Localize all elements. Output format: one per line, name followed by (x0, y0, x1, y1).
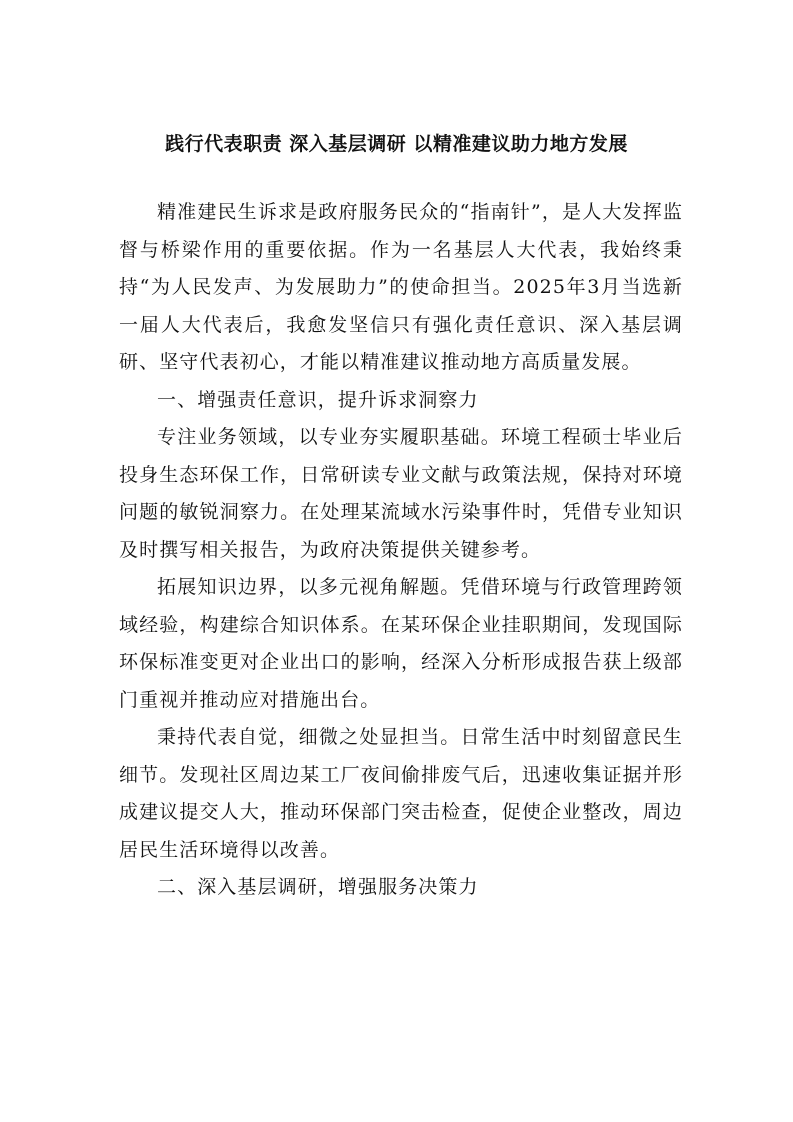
section-heading-1: 一、增强责任意识，提升诉求洞察力 (157, 388, 479, 411)
intro-paragraph: 精准建民生诉求是政府服务民众的“指南针”，是人大发挥监督与桥梁作用的重要依据。作为一名基层人大代表，我始终秉持“为人民发声、为发展助力”的使命担当。2025年3月当选新一届人大代表后，我愈发坚信只有强化责任意识、深入基层调研、坚守代表初心，才能以精准建议推动地方高质量发展。 (119, 201, 683, 373)
section-heading-2: 二、深入基层调研，增强服务决策力 (157, 876, 479, 898)
paragraph-knowledge-expansion: 拓展知识边界，以多元视角解题。凭借环境与行政管理跨领域经验，构建综合知识体系。在某环保企业挂职期间，发现国际环保标准变更对企业出口的影响，经深入分析形成报告获上级部门重视并推动应对措施出台。 (119, 576, 683, 711)
document-title: 践行代表职责 深入基层调研 以精准建议助力地方发展 (165, 133, 628, 155)
document-body (119, 194, 683, 907)
paragraph-representative-awareness: 秉持代表自觉，细微之处显担当。日常生活中时刻留意民生细节。发现社区周边某工厂夜间偷排废气后，迅速收集证据并形成建议提交人大，推动环保部门突击检查，促使企业整改，周边居民生活环境得以改善。 (119, 726, 683, 861)
paragraph-professional-focus: 专注业务领域，以专业夯实履职基础。环境工程硕士毕业后投身生态环保工作，日常研读专业文献与政策法规，保持对环境问题的敏锐洞察力。在处理某流域水污染事件时，凭借专业知识及时撰写相关报告，为政府决策提供关键参考。 (119, 426, 683, 561)
